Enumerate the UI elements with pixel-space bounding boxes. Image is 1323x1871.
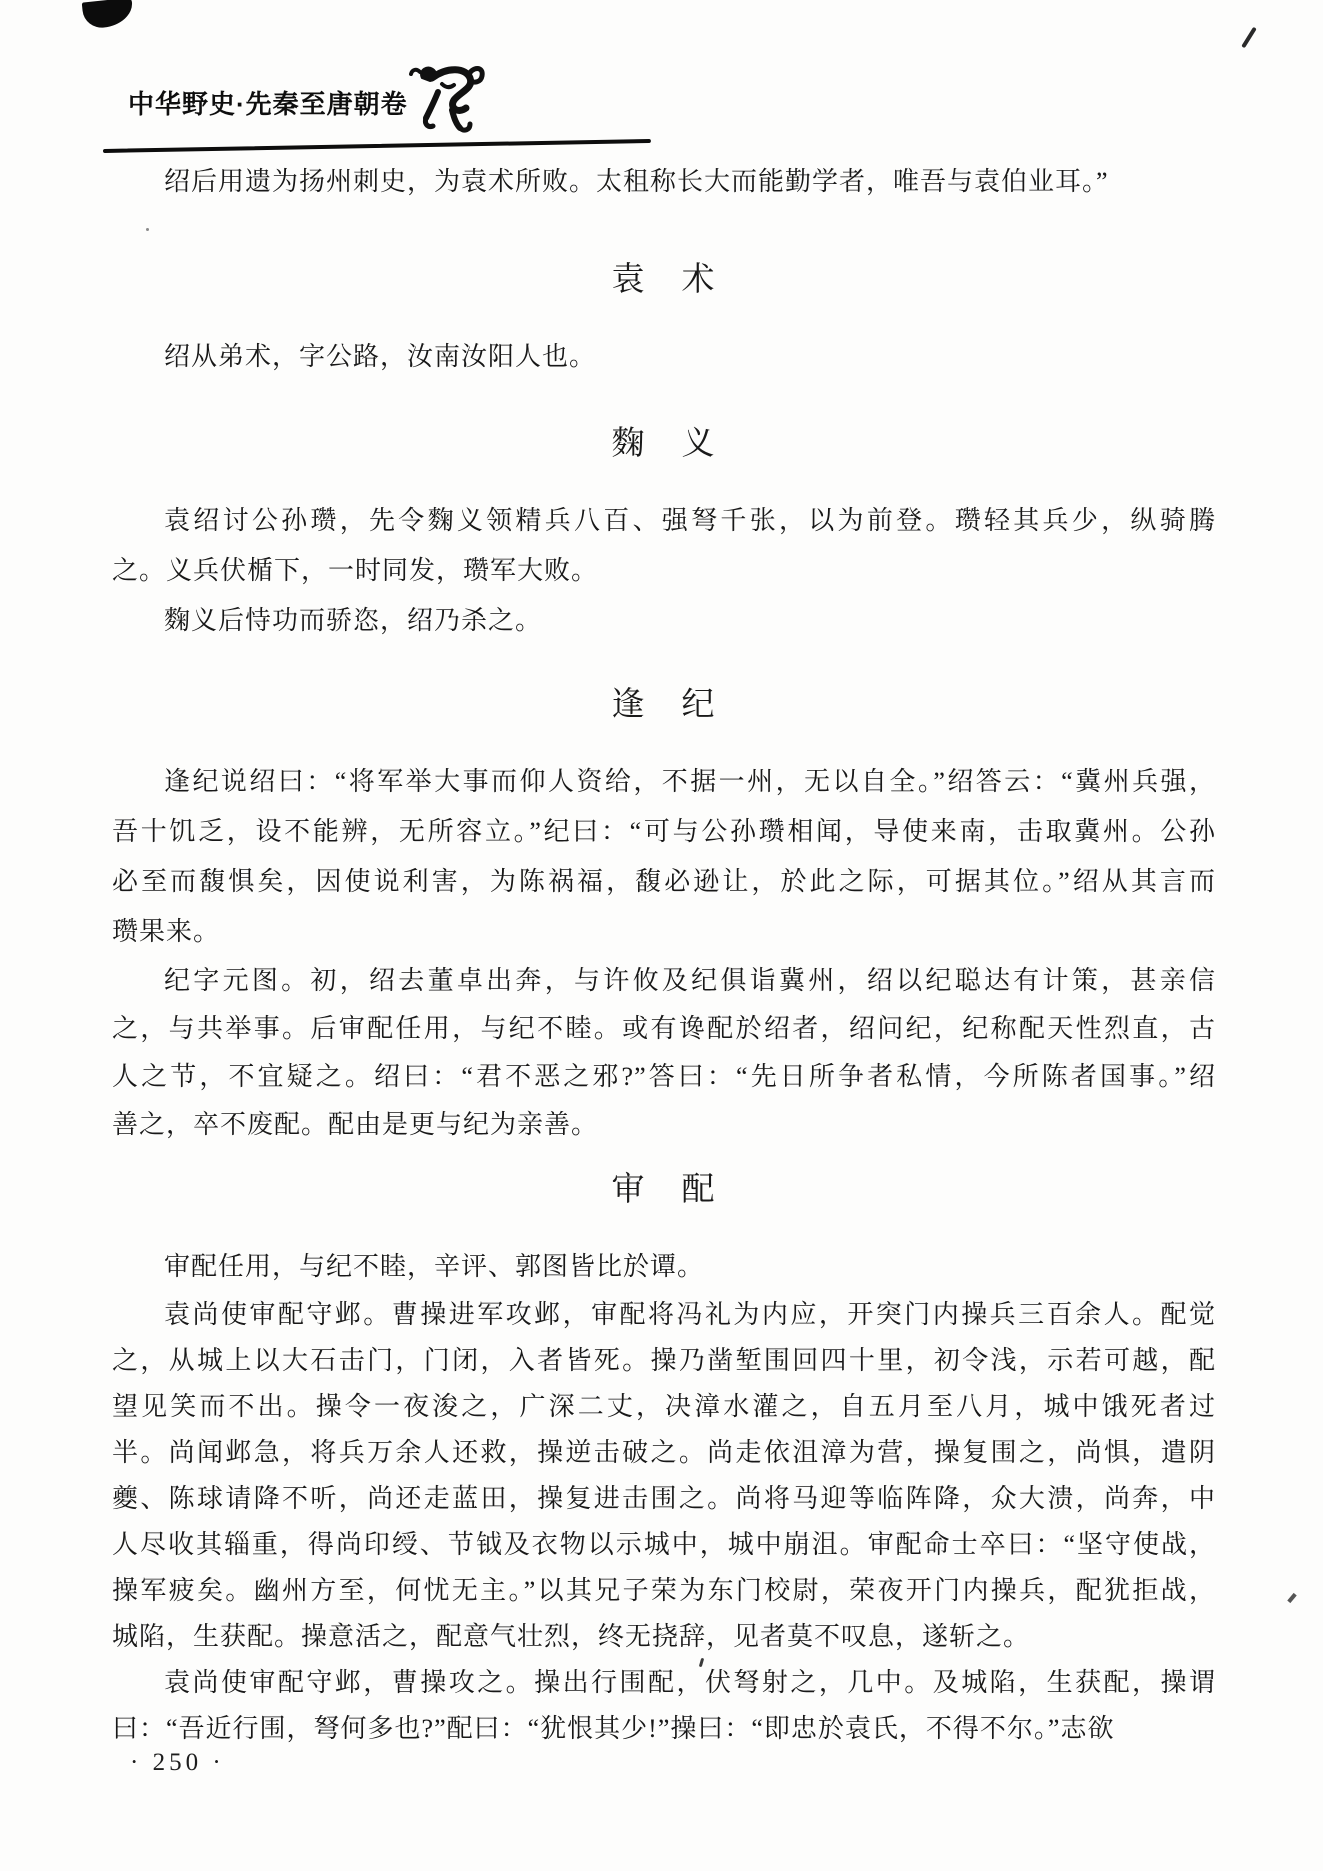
text-line: 必至而馥惧矣，因使说利害，为陈祸福，馥必逊让，於此之际，可据其位。”绍从其言而 <box>112 867 1216 896</box>
text-line: 曰：“吾近行围，弩何多也?”配曰：“犹恨其少!”操曰：“即忠於袁氏，不得不尔。”志欲 <box>112 1714 1115 1743</box>
text-line: 人尽收其辎重，得尚印绶、节钺及衣物以示城中，城中崩沮。审配命士卒曰：“坚守使战， <box>112 1530 1216 1559</box>
text-line: 人之节，不宜疑之。绍曰：“君不恶之邪?”答曰：“先日所争者私情，今所陈者国事。”绍 <box>112 1062 1216 1091</box>
text-line: 城陷，生获配。操意活之，配意气壮烈，终无挠辞，见者莫不叹息，遂斩之。 <box>112 1622 1031 1651</box>
scan-artifact-speck <box>146 228 149 231</box>
paragraph <box>112 156 1216 208</box>
paragraph <box>112 1242 1216 1292</box>
text-line: 半。尚闻邺急，将兵万余人还救，操逆击破之。尚走依沮漳为营，操复围之，尚惧，遣阴 <box>112 1438 1216 1467</box>
text-line: 袁尚使审配守邺，曹操攻之。操出行围配，伏弩射之，几中。及城陷，生获配，操谓 <box>164 1668 1216 1697</box>
text-line: 绍从弟术，字公路，汝南汝阳人也。 <box>164 342 597 371</box>
text-line: 审配任用，与纪不睦，辛评、郭图皆比於谭。 <box>164 1252 705 1281</box>
scan-artifact-speck <box>1287 1593 1296 1603</box>
text-line: 夔、陈球请降不听，尚还走蓝田，操复进击围之。尚将马迎等临阵降，众大溃，尚奔，中 <box>112 1484 1216 1513</box>
text-line: 望见笑而不出。操令一夜浚之，广深二丈，决漳水灌之，自五月至八月，城中饿死者过 <box>112 1392 1216 1421</box>
text-line: 袁绍讨公孙瓒，先令麴义领精兵八百、强弩千张，以为前登。瓒轻其兵少，纵骑腾 <box>164 506 1216 535</box>
text-line: 纪字元图。初，绍去董卓出奔，与许攸及纪俱诣冀州，绍以纪聪达有计策，甚亲信 <box>164 966 1216 995</box>
paragraph <box>112 496 1216 596</box>
text-line: 善之，卒不废配。配由是更与纪为亲善。 <box>112 1110 599 1139</box>
section-heading-shen-pei: 审 配 <box>611 1172 717 1208</box>
paragraph <box>112 957 1216 1149</box>
paragraph <box>112 332 1216 382</box>
section-qu-yi <box>112 414 1216 646</box>
scan-artifact-corner-blob <box>82 0 135 30</box>
header-rule-divider <box>103 139 651 153</box>
text-line: 之，从城上以大石击门，门闭，入者皆死。操乃凿堑围回四十里，初令浅，示若可越，配 <box>112 1346 1216 1375</box>
section-continuation <box>112 156 1216 208</box>
section-heading-feng-ji: 逢 纪 <box>611 687 717 723</box>
text-line: 逢纪说绍曰：“将军举大事而仰人资给，不据一州，无以自全。”绍答云：“冀州兵强， <box>164 767 1216 796</box>
text-line: 袁尚使审配守邺。曹操进军攻邺，审配将冯礼为内应，开突门内操兵三百余人。配觉 <box>164 1300 1216 1329</box>
text-line: 之，与共举事。后审配任用，与纪不睦。或有谗配於绍者，绍问纪，纪称配天性烈直，古 <box>112 1014 1216 1043</box>
text-line: 瓒果来。 <box>112 917 221 946</box>
section-yuan-shu <box>112 250 1216 382</box>
paragraph <box>112 1292 1216 1660</box>
paragraph <box>112 596 1216 646</box>
text-line: 吾十饥乏，设不能辨，无所容立。”纪曰：“可与公孙瓒相闻，导使来南，击取冀州。公孙 <box>112 817 1216 846</box>
book-header-title: 中华野史·先秦至唐朝卷 <box>128 89 408 119</box>
paragraph <box>112 757 1216 957</box>
paragraph <box>112 1660 1216 1752</box>
section-heading-yuan-shu: 袁 术 <box>611 262 717 298</box>
page-number: · 250 · <box>130 1749 225 1776</box>
section-heading-qu-yi: 麴 义 <box>611 426 717 462</box>
text-line: 操军疲矣。幽州方至，何忧无主。”以其兄子荣为东门校尉，荣夜开门内操兵，配犹拒战， <box>112 1576 1216 1605</box>
dragon-ornament-icon <box>408 58 488 136</box>
scan-artifact-tick <box>1241 27 1257 49</box>
text-line: 绍后用遗为扬州刺史，为袁术所败。太租称长大而能勤学者，唯吾与袁伯业耳。” <box>164 167 1109 196</box>
text-line: 麴义后恃功而骄恣，绍乃杀之。 <box>164 606 543 635</box>
text-line: 之。义兵伏楯下，一时同发，瓒军大败。 <box>112 556 599 585</box>
section-feng-ji <box>112 675 1216 1149</box>
section-shen-pei <box>112 1160 1216 1752</box>
